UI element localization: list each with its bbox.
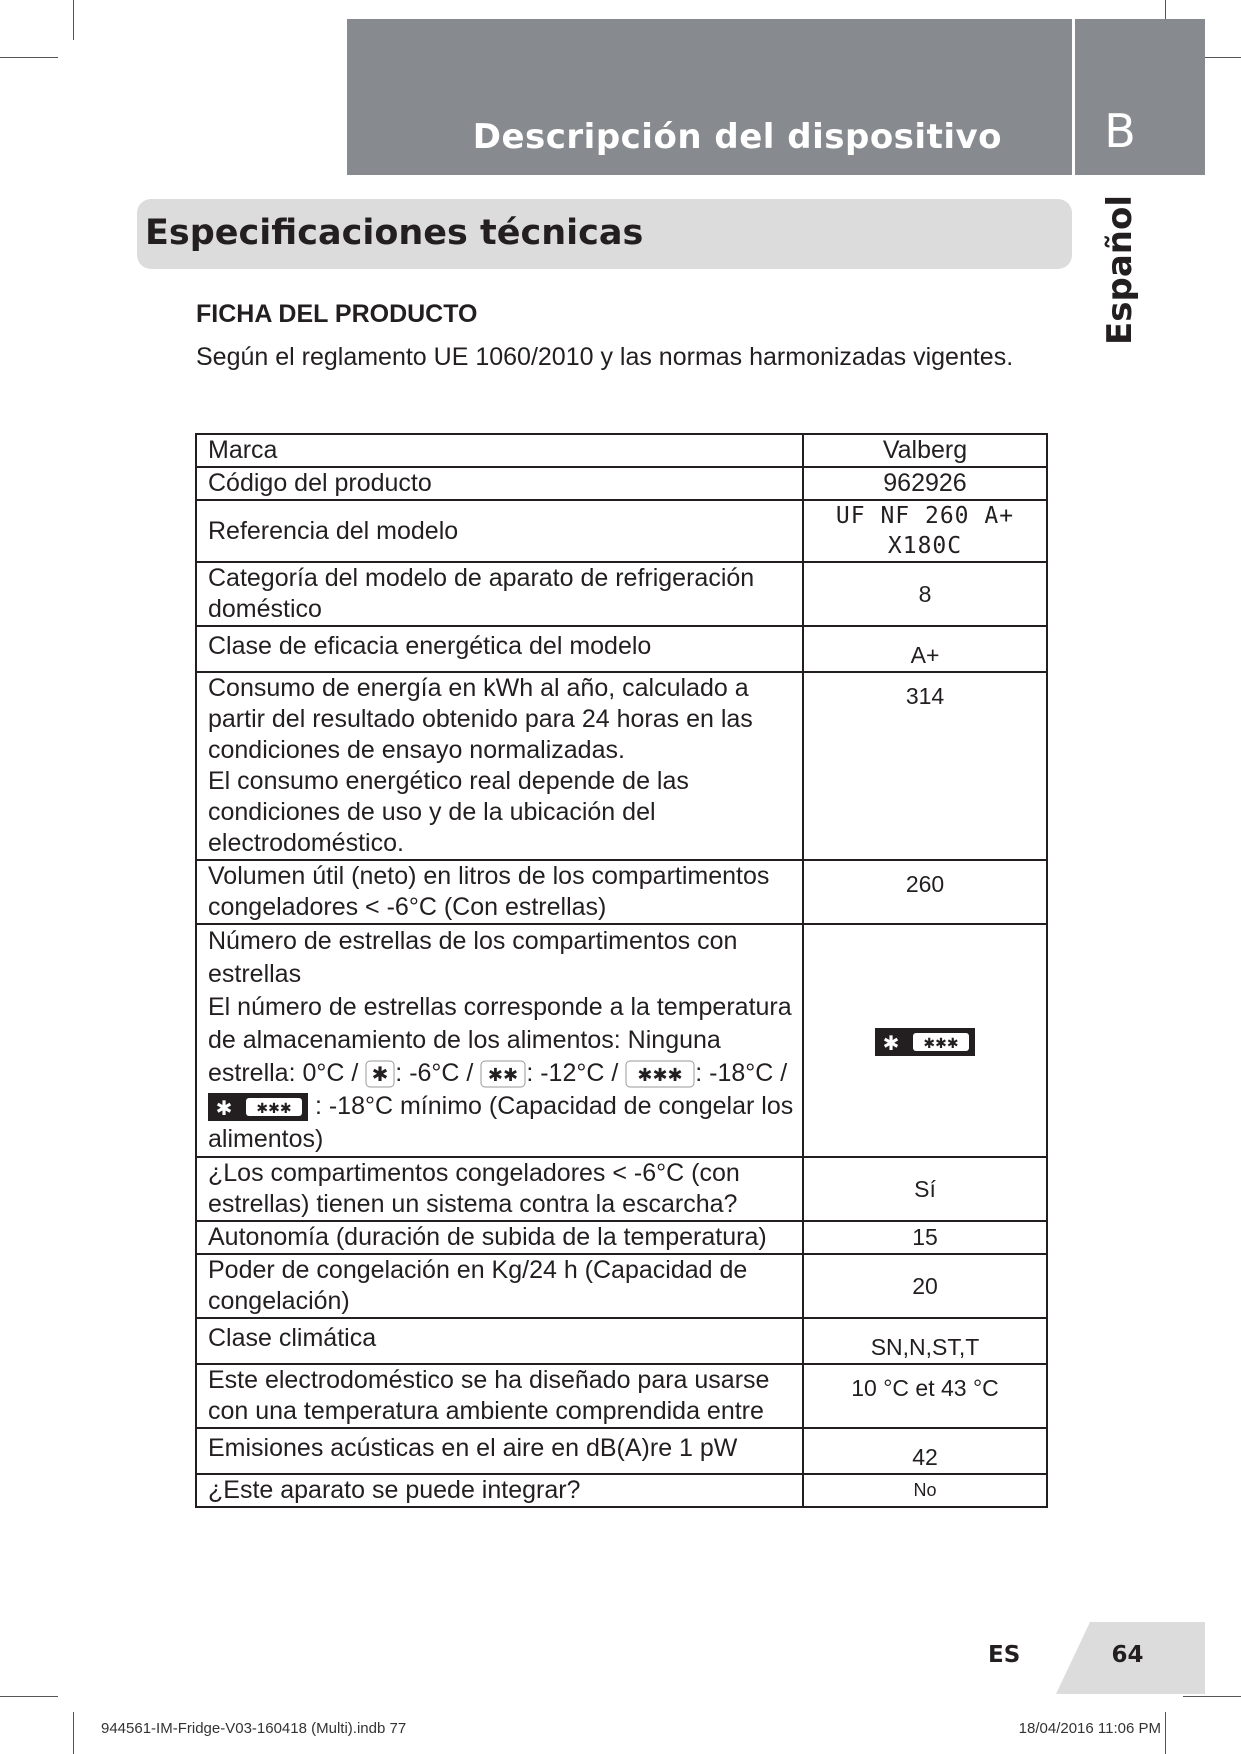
three-star-icon (625, 1060, 695, 1088)
page-number-tab (1090, 1622, 1205, 1694)
spec-table (195, 433, 1048, 1508)
chapter-letter: B (1104, 104, 1136, 158)
row-value: 15 (803, 1221, 1047, 1254)
row-value: 314 (803, 672, 1047, 860)
row-label: ¿Los compartimentos congeladores < -6°C (con estrellas) tienen un sistema contra la escarcha? (196, 1157, 803, 1221)
section-title: Especificaciones técnicas (145, 213, 644, 253)
row-value: Sí (803, 1157, 1047, 1221)
svg-text:✱✱✱: ✱✱✱ (637, 1065, 683, 1087)
four-star-icon (208, 1093, 308, 1121)
crop-mark (1183, 1696, 1241, 1697)
chapter-title: Descripción del dispositivo (472, 117, 1002, 157)
crop-mark (0, 57, 58, 58)
row-value: 260 (803, 860, 1047, 924)
table-row (196, 500, 1047, 562)
product-sheet-heading: FICHA DEL PRODUCTO (196, 300, 478, 328)
row-label: Clase climática (196, 1318, 803, 1364)
row-label-note: El número de estrellas corresponde a la temperatura de almacenamiento de los alimentos: Ninguna estrella: 0°C / (208, 993, 792, 1087)
svg-text:✱: ✱ (371, 1062, 389, 1087)
table-row (196, 434, 1047, 467)
table-row (196, 1474, 1047, 1507)
row-value: 42 (803, 1428, 1047, 1474)
row-value: 10 °C et 43 °C (803, 1364, 1047, 1428)
row-label-note: El consumo energético real depende de las condiciones de uso y de la ubicación del electrodoméstico. (208, 767, 689, 857)
row-value: A+ (803, 626, 1047, 672)
table-row (196, 467, 1047, 500)
svg-text:✱✱✱: ✱✱✱ (256, 1101, 292, 1118)
table-row: Número de estrellas de los compartimentos con estrellas El número de estrellas corresponde a la temperatura de almacenamiento de los alimentos: Ninguna estrella: 0°C / ✱ : -6°C / ✱✱ : -12°C / ✱✱✱ : -18°C / ✱ ✱✱✱ : -18°C mínimo (Capacidad de congelar los alimentos) ✱ ✱✱✱ (196, 924, 1047, 1157)
row-value: 20 (803, 1254, 1047, 1318)
crop-mark (73, 0, 74, 40)
svg-text:✱: ✱ (215, 1096, 233, 1121)
table-row (196, 1428, 1047, 1474)
row-label: Emisiones acústicas en el aire en dB(A)re 1 pW (196, 1428, 803, 1474)
row-label: Este electrodoméstico se ha diseñado para usarse con una temperatura ambiente comprendida entre (196, 1364, 803, 1428)
language-label: Español (1100, 195, 1140, 345)
print-file-info: 944561-IM-Fridge-V03-160418 (Multi).indb 77 (101, 1720, 407, 1737)
row-label: ¿Este aparato se puede integrar? (196, 1474, 803, 1507)
row-label: Poder de congelación en Kg/24 h (Capacidad de congelación) (196, 1254, 803, 1318)
svg-text:✱✱: ✱✱ (488, 1065, 519, 1087)
row-value: UF NF 260 A+ X180C (803, 500, 1047, 562)
section-bar (137, 199, 1072, 269)
row-label: Número de estrellas de los compartimentos con estrellas (208, 927, 738, 988)
row-value: 8 (803, 562, 1047, 626)
svg-text:✱✱✱: ✱✱✱ (923, 1035, 959, 1052)
language-tab (1095, 195, 1145, 345)
table-row (196, 1157, 1047, 1221)
crop-mark (1165, 1712, 1166, 1754)
row-label: Marca (196, 434, 803, 467)
row-value (803, 924, 1047, 1157)
table-row (196, 562, 1047, 626)
header-band (347, 19, 1072, 175)
one-star-icon (365, 1060, 395, 1088)
page-number: 64 (1111, 1642, 1144, 1668)
row-label: Volumen útil (neto) en litros de los compartimentos congeladores < -6°C (Con estrellas) (196, 860, 803, 924)
table-row (196, 672, 1047, 860)
table-row (196, 1254, 1047, 1318)
table-row (196, 860, 1047, 924)
row-label: Categoría del modelo de aparato de refrigeración doméstico (196, 562, 803, 626)
row-label: Clase de eficacia energética del modelo (196, 626, 803, 672)
table-row (196, 1364, 1047, 1428)
four-star-badge-icon (875, 1028, 975, 1056)
row-value: No (803, 1474, 1047, 1507)
print-date-info: 18/04/2016 11:06 PM (1018, 1720, 1161, 1737)
row-label: Autonomía (duración de subida de la temperatura) (196, 1221, 803, 1254)
row-label: Referencia del modelo (196, 500, 803, 562)
footer-language-code: ES (988, 1642, 1021, 1668)
two-star-icon (480, 1060, 526, 1088)
row-label: Código del producto (196, 467, 803, 500)
row-value: Valberg (803, 434, 1047, 467)
row-label: Consumo de energía en kWh al año, calculado a partir del resultado obtenido para 24 horas en las condiciones de ensayo normalizadas. (208, 674, 753, 764)
svg-text:✱: ✱ (882, 1030, 900, 1055)
chapter-letter-box (1075, 19, 1205, 175)
row-value: SN,N,ST,T (803, 1318, 1047, 1364)
crop-mark (0, 1696, 58, 1697)
table-row (196, 626, 1047, 672)
table-row (196, 1318, 1047, 1364)
table-row (196, 1221, 1047, 1254)
crop-mark (73, 1712, 74, 1754)
intro-paragraph: Según el reglamento UE 1060/2010 y las normas harmonizadas vigentes. (196, 343, 1014, 371)
row-value: 962926 (803, 467, 1047, 500)
